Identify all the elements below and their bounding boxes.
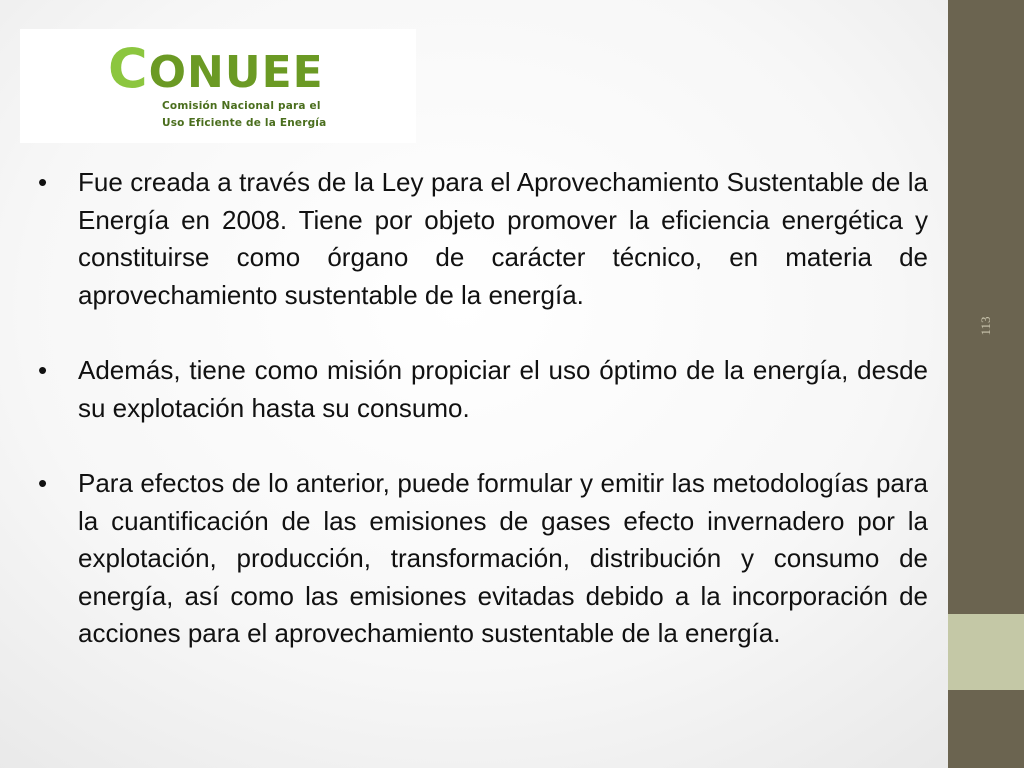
logo-subtitle-line1: Comisión Nacional para el	[162, 100, 321, 112]
bullet-item	[38, 465, 928, 653]
logo-wordmark	[108, 37, 324, 100]
bullet-text: Fue creada a través de la Ley para el Aprovechamiento Sustentable de la Energía en 2008. Tiene por objeto promover la eficiencia energética y constituirse como órgano de carácter técnico, en materia de aprovechamiento sustentable de la energía.	[78, 167, 928, 310]
bullet-item	[38, 164, 928, 314]
logo-rest: ONUEE	[148, 47, 324, 98]
bullet-list	[38, 164, 928, 691]
bullet-marker: •	[38, 167, 48, 197]
bullet-marker: •	[38, 468, 48, 498]
slide-number: 113	[978, 316, 993, 336]
conuee-logo	[20, 29, 416, 143]
bullet-marker: •	[38, 355, 48, 385]
logo-initial: C	[108, 37, 149, 100]
logo-subtitle-line2: Uso Eficiente de la Energía	[162, 117, 327, 129]
bullet-text: Para efectos de lo anterior, puede formular y emitir las metodologías para la cuantificación de las emisiones de gases efecto invernadero por la explotación, producción, transformación, distribución y consumo de energía, así como las emisiones evitadas debido a la incorporación de acciones para el aprovechamiento sustentable de la energía.	[78, 468, 928, 648]
bullet-item	[38, 352, 928, 427]
bullet-text: Además, tiene como misión propiciar el uso óptimo de la energía, desde su explotación hasta su consumo.	[78, 355, 928, 423]
sidebar-accent-block	[948, 614, 1024, 690]
